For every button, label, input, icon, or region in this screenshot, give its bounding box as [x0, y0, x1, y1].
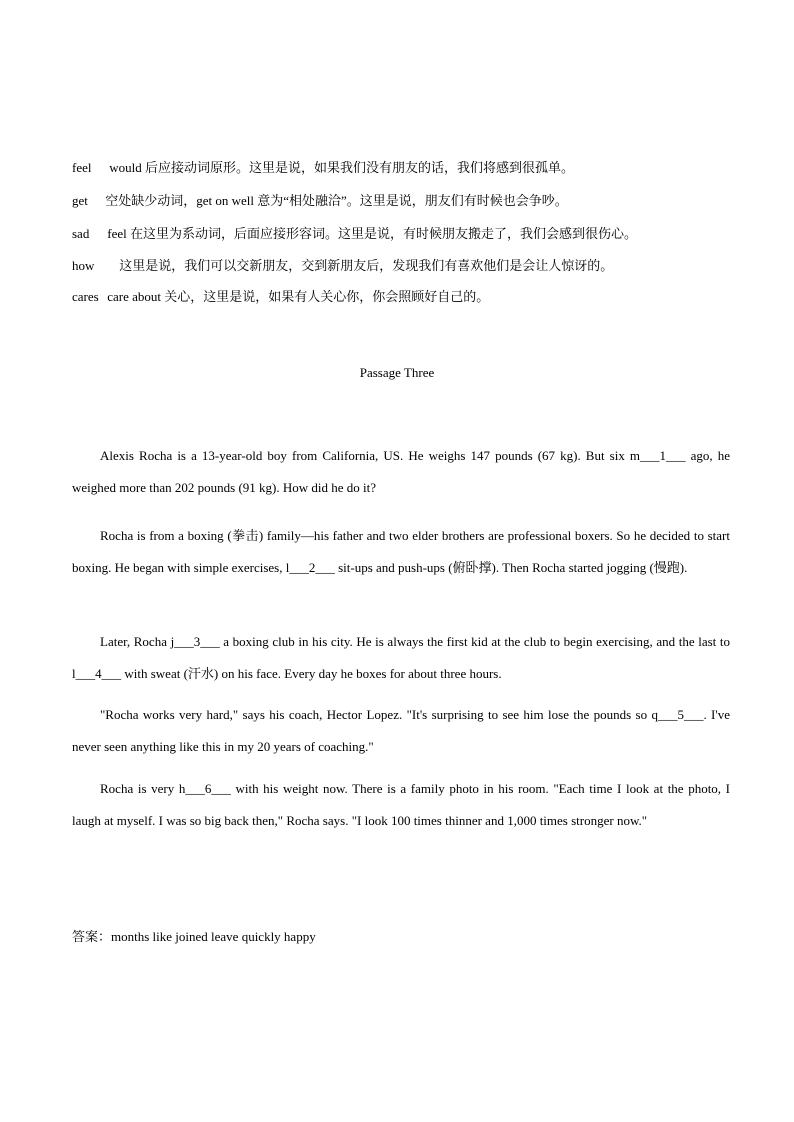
note-line-2: [72, 193, 732, 209]
note-key: cares: [72, 289, 99, 304]
note-key: sad: [72, 226, 90, 241]
note-text: feel 在这里为系动词，后面应接形容词。这里是说，有时候朋友搬走了，我们会感到很伤心。: [107, 226, 637, 241]
passage-paragraph: Later, Rocha j___3___ a boxing club in his city. He is always the first kid at the club to begin exercising, and the last to l___4___ with sweat (汗水) on his face. Every day he boxes for about three hours.: [72, 634, 730, 681]
note-key: how: [72, 258, 95, 273]
answer-line: 答案：months like joined leave quickly happy: [72, 929, 316, 944]
note-key: feel: [72, 160, 92, 175]
note-text: 空处缺少动词，get on well 意为“相处融洽”。这里是说，朋友们有时候也会争吵。: [105, 193, 568, 208]
passage-paragraph: Rocha is very h___6___ with his weight now. There is a family photo in his room. "Each time I look at the photo, I laugh at myself. I was so big back then," Rocha says. "I look 100 times thinner and 1,000 times stronger now.": [72, 781, 730, 828]
note-line-5: [72, 289, 732, 305]
note-key: get: [72, 193, 88, 208]
passage-title: Passage Three: [359, 365, 435, 380]
note-text: would 后应接动词原形。这里是说，如果我们没有朋友的话，我们将感到很孤单。: [109, 160, 575, 175]
note-line-4: [72, 258, 732, 274]
passage-paragraph: Alexis Rocha is a 13-year-old boy from California, US. He weighs 147 pounds (67 kg). But six m___1___ ago, he weighed more than 202 pounds (91 kg). How did he do it?: [72, 448, 730, 495]
note-line-1: [72, 160, 732, 176]
note-text: 这里是说，我们可以交新朋友，交到新朋友后，发现我们有喜欢他们是会让人惊讶的。: [119, 258, 614, 273]
passage-paragraph: "Rocha works very hard," says his coach, Hector Lopez. "It's surprising to see him lose the pounds so q___5___. I've never seen anything like this in my 20 years of coaching.": [72, 707, 730, 754]
note-line-3: [72, 226, 732, 242]
passage-paragraph: Rocha is from a boxing (拳击) family—his father and two elder brothers are professional boxers. So he decided to start boxing. He began with simple exercises, l___2___ sit-ups and push-ups (俯卧撑). Then Rocha started jogging (慢跑).: [72, 528, 730, 575]
note-text: care about 关心，这里是说，如果有人关心你，你会照顾好自己的。: [107, 289, 490, 304]
